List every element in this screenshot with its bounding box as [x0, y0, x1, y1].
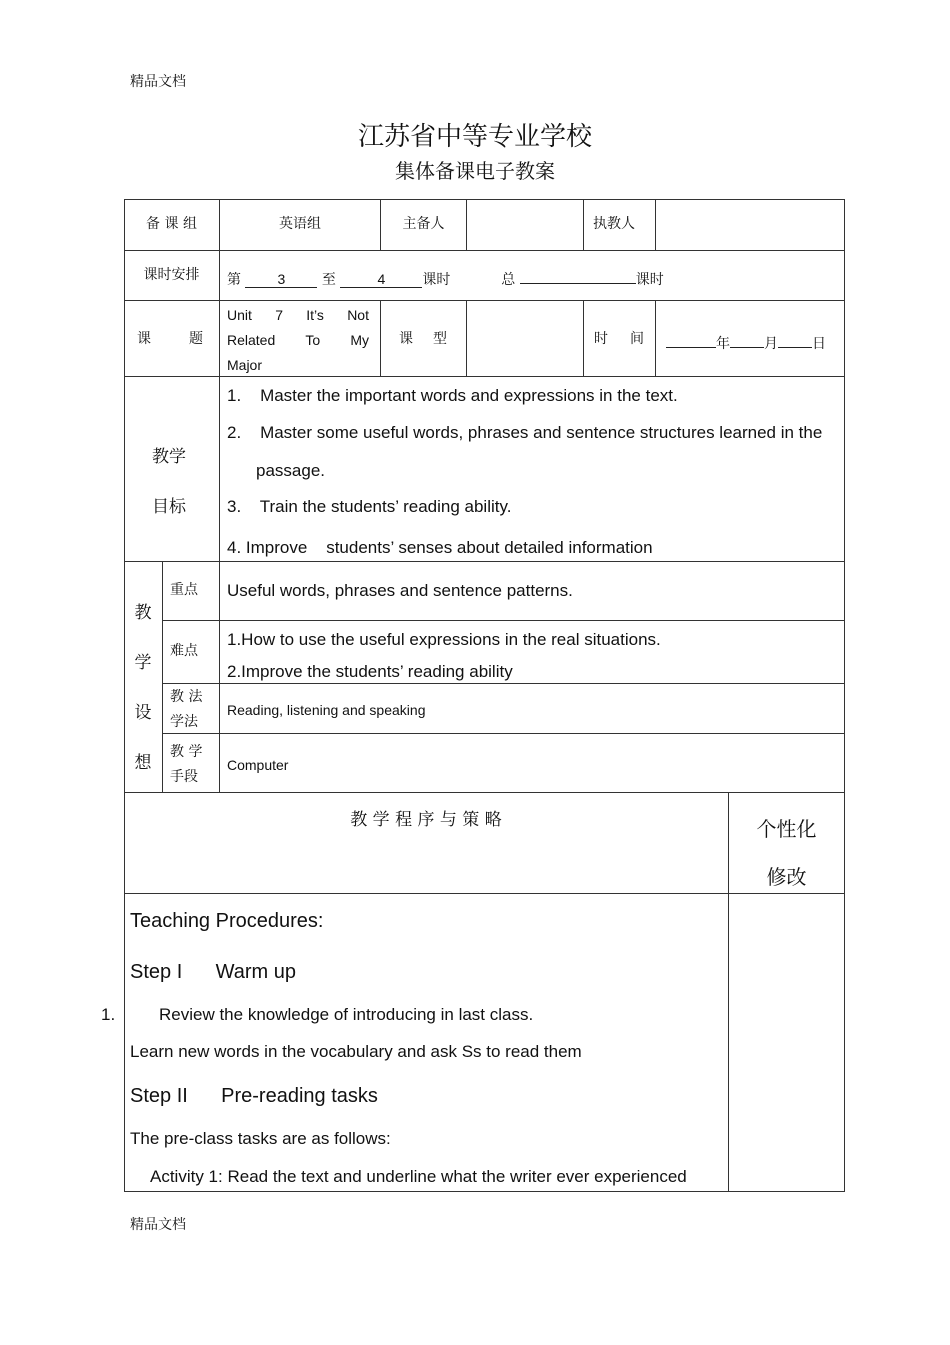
means-value: Computer [227, 757, 289, 773]
page-footer: 精品文档 [130, 1217, 186, 1233]
method-label-b: 学法 [170, 714, 198, 730]
group-value: 英语组 [279, 216, 321, 232]
schedule-total [520, 265, 636, 284]
means-label-a: 教 学 [170, 744, 203, 760]
objectives-label-a: 教学 [152, 447, 186, 467]
schedule-zong: 总 [501, 272, 516, 288]
procedure-heading: 教 学 程 序 与 策 略 [350, 810, 502, 830]
difficulty-label: 难点 [170, 643, 198, 659]
step2-heading: Step II Pre-reading tasks [130, 1085, 378, 1107]
activity-1: Activity 1: Read the text and underline what the writer ever experienced [150, 1167, 687, 1186]
objective-item: 3. Train the students’ reading ability. [227, 497, 512, 516]
topic-line-3: Major [227, 357, 263, 373]
date-field [666, 329, 826, 354]
group-label: 备 课 组 [146, 216, 197, 232]
schedule-keshi1: 课时 [422, 272, 451, 288]
schedule-keshi2: 课时 [635, 272, 664, 288]
method-label-a: 教 法 [170, 689, 203, 705]
topic-label-b: 题 [189, 331, 203, 347]
key-value: Useful words, phrases and sentence patterns. [227, 581, 573, 600]
date-month: 月 [764, 336, 778, 352]
means-label [170, 740, 210, 790]
topic-line-1 [227, 303, 369, 328]
objective-item: passage. [256, 461, 325, 480]
method-label [170, 685, 210, 735]
type-label-b: 型 [433, 331, 447, 347]
revision-label [729, 805, 844, 901]
step1-item: Review the knowledge of introducing in last class. [159, 1005, 534, 1024]
school-title: 江苏省中等专业学校 [357, 122, 592, 152]
topic-word: 7 [275, 307, 283, 323]
type-label [399, 329, 447, 349]
type-label-a: 课 [399, 331, 413, 347]
topic-line-2 [227, 328, 369, 353]
topic-value [227, 303, 369, 378]
design-side-char: 想 [134, 753, 152, 773]
schedule-from: 3 [245, 269, 317, 288]
design-side-char: 学 [134, 653, 152, 673]
schedule-di: 第 [227, 272, 241, 288]
topic-word: Unit [227, 307, 252, 323]
topic-word: Not [347, 307, 369, 323]
method-value: Reading, listening and speaking [227, 702, 426, 718]
objective-item: 1. Master the important words and expressions in the text. [227, 386, 678, 405]
date-day: 日 [812, 336, 826, 352]
procedures-title: Teaching Procedures: [130, 910, 324, 932]
objective-item: 4. Improve students’ senses about detailed information [227, 538, 653, 557]
design-side-char: 教 [134, 603, 152, 623]
schedule-line [227, 265, 664, 290]
topic-label [137, 329, 203, 349]
topic-label-a: 课 [137, 331, 151, 347]
time-label [594, 329, 644, 349]
key-label: 重点 [170, 582, 198, 598]
schedule-label: 课时安排 [143, 267, 200, 283]
objectives-label-b: 目标 [152, 497, 186, 517]
page-header: 精品文档 [130, 74, 186, 90]
revision-label-a: 个性化 [756, 817, 817, 841]
topic-word: It’s [306, 307, 324, 323]
schedule-zhi: 至 [321, 272, 336, 288]
group-label-cell [124, 214, 219, 234]
time-label-a: 时 [594, 331, 608, 347]
step2-intro: The pre-class tasks are as follows: [130, 1129, 391, 1148]
step1-number: 1. [101, 1005, 116, 1024]
preparer-label: 主备人 [402, 216, 445, 232]
date-year: 年 [716, 336, 730, 352]
time-label-b: 间 [630, 331, 644, 347]
design-side-char: 设 [134, 703, 152, 723]
step1-heading: Step I Warm up [130, 961, 296, 983]
objective-item: 2. Master some useful words, phrases and sentence structures learned in the [227, 423, 823, 442]
revision-label-b: 修改 [766, 865, 807, 889]
schedule-to: 4 [340, 269, 422, 288]
doc-subtitle: 集体备课电子教案 [395, 159, 555, 183]
topic-word: My [350, 332, 369, 348]
difficulty-line: 2.Improve the students’ reading ability [227, 662, 513, 681]
topic-word: Related [227, 332, 276, 348]
design-side-label [124, 588, 162, 788]
objectives-label [124, 432, 214, 532]
difficulty-line: 1.How to use the useful expressions in the real situations. [227, 630, 661, 649]
topic-word: To [305, 332, 321, 348]
step1-item: Learn new words in the vocabulary and ask Ss to read them [130, 1042, 582, 1061]
teacher-label: 执教人 [593, 216, 635, 232]
means-label-b: 手段 [170, 769, 198, 785]
